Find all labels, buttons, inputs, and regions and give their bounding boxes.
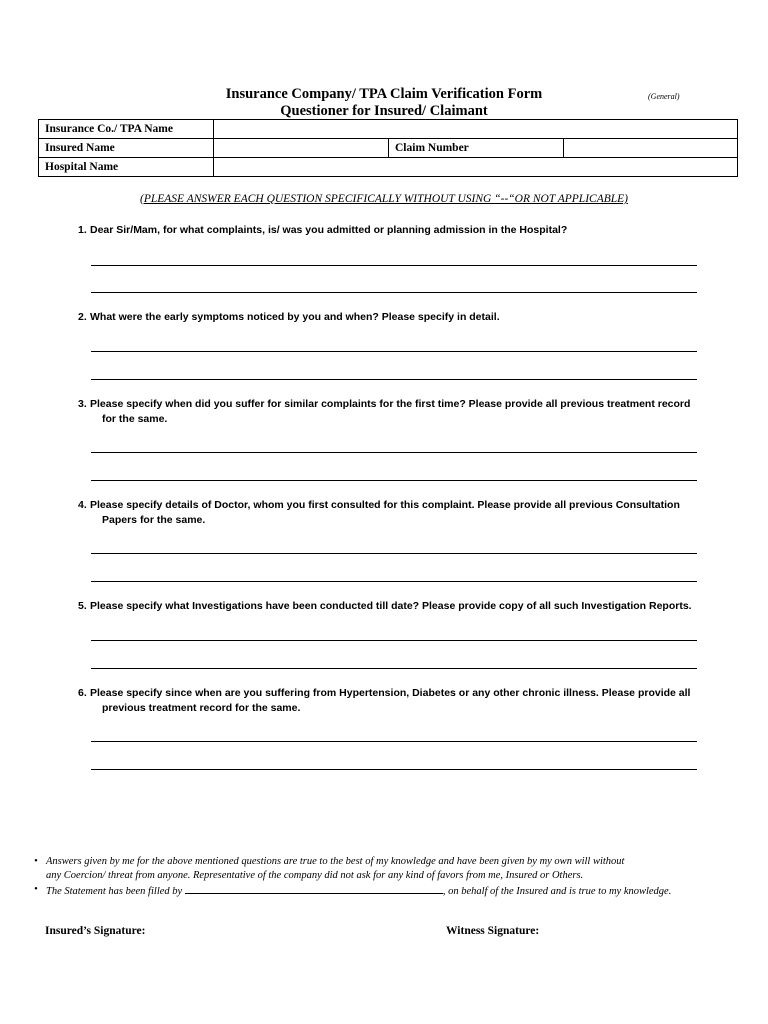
question-number: 4. [78,499,87,511]
filled-by-field[interactable] [185,883,443,894]
answer-line[interactable] [91,265,697,266]
question-number: 5. [78,600,87,612]
answer-line[interactable] [91,769,697,770]
question-text: Please specify since when are you suffering from Hypertension, Diabetes or any other chronic illness. Please provide all [90,687,691,699]
answer-line[interactable] [91,292,697,293]
hospital-label: Hospital Name [39,158,214,177]
answer-line[interactable] [91,351,697,352]
question-1 [78,223,728,238]
question-text: Please specify when did you suffer for similar complaints for the first time? Please provide all previous treatment record [90,398,691,410]
question-text-cont: Papers for the same. [102,514,206,526]
insured-signature: Insured’s Signature: [45,925,146,937]
answer-line[interactable] [91,668,697,669]
answer-line[interactable] [91,379,697,380]
insurance-label: Insurance Co./ TPA Name [39,120,214,139]
info-table [38,119,738,177]
answer-line[interactable] [91,452,697,453]
declaration-after: , on behalf of the Insured and is true to my knowledge. [442,886,672,897]
question-number: 3. [78,398,87,410]
answer-line[interactable] [91,741,697,742]
info-row-insurance [39,120,738,139]
declaration-text [34,883,734,899]
instruction-note: (PLEASE ANSWER EACH QUESTION SPECIFICALLY WITHOUT USING “--“OR NOT APPLICABLE) [139,193,628,205]
answer-line[interactable] [91,640,697,641]
insured-field[interactable] [214,139,389,158]
question-text-cont: for the same. [102,413,168,425]
question-text: Please specify what Investigations have been conducted till date? Please provide copy of all such Investigation Reports. [90,600,692,612]
answer-line[interactable] [91,480,697,481]
answer-line[interactable] [91,553,697,554]
question-5 [78,599,728,614]
answer-line[interactable] [91,581,697,582]
hospital-field[interactable] [214,158,738,177]
insurance-field[interactable] [214,120,738,139]
info-row-hospital [39,158,738,177]
declaration-text: Answers given by me for the above mentioned questions are true to the best of my knowledge and have been given by my own will without [46,856,625,867]
insured-label: Insured Name [39,139,214,158]
declaration-before: The Statement has been filled by [46,886,183,897]
question-3 [78,397,728,427]
question-number: 6. [78,687,87,699]
question-number: 1. [78,224,87,236]
question-number: 2. [78,311,87,323]
claim-label: Claim Number [389,139,564,158]
general-tag: (General) [648,92,680,101]
question-text-cont: previous treatment record for the same. [102,702,301,714]
form-subtitle: Questioner for Insured/ Claimant [280,103,488,119]
form-title: Insurance Company/ TPA Claim Verification Form [225,86,543,102]
declaration-2 [34,883,734,899]
bullet-icon: • [34,884,38,895]
question-2 [78,310,728,325]
question-text: What were the early symptoms noticed by you and when? Please specify in detail. [90,311,500,323]
info-row-insured [39,139,738,158]
bullet-icon: • [34,856,38,867]
question-text: Please specify details of Doctor, whom you first consulted for this complaint. Please provide all previous Consultation [90,499,680,511]
question-4 [78,498,728,528]
question-text: Dear Sir/Mam, for what complaints, is/ was you admitted or planning admission in the Hospital? [90,224,568,236]
claim-field[interactable] [564,139,738,158]
declaration-text-cont: any Coercion/ threat from anyone. Representative of the company did not ask for any kind of favors from me, Insured or Others. [46,870,584,881]
witness-signature: Witness Signature: [446,925,540,937]
question-6 [78,686,728,716]
declaration-1 [34,855,734,883]
